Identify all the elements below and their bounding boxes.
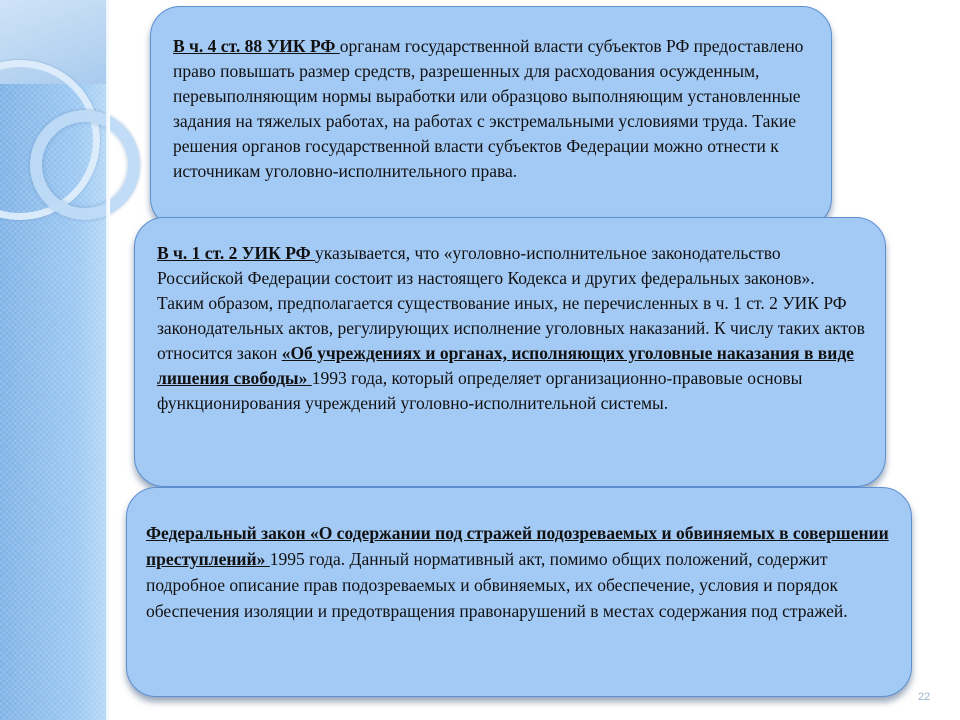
law-title: Федеральный закон «О содержании под стражей подозреваемых и обвиняемых в совершении преступлений» [146,523,889,569]
card-body-text: 1995 года. Данный нормативный акт, помимо общих положений, содержит подробное описание прав подозреваемых и обвиняемых, их обеспечение, условия и порядок обеспечения изоляции и предотвращения правонарушений в местах содержания под стражей. [146,549,848,621]
text-card-uik-art2 [134,217,886,487]
text-card-uik-art88 [150,6,832,228]
card-body-text-continued: 1993 года, который определяет организационно-правовые основы функционирования учреждений уголовно-исполнительной системы. [157,368,803,413]
article-reference: В ч. 1 ст. 2 УИК РФ [157,243,316,263]
card-body-text: указывается, что «уголовно-исполнительное законодательство Российской Федерации состоит из настоящего Кодекса и других федеральных законов». Таким образом, предполагается существование иных, не перечисленных в ч. 1 ст. 2 УИК РФ законодательных актов, регулирующих исполнение уголовных наказаний. К числу таких актов относится закон [157,243,865,363]
card-body-text: органам государственной власти субъектов РФ предоставлено право повышать размер средств, разрешенных для расходования осужденным, перевыполняющим нормы выработки или образцово выполняющим установленные задания на тяжелых работах, на работах с экстремальными условиями труда. Такие решения органов государственной власти субъектов Федерации можно отнести к источникам уголовно-исполнительного права. [173,36,804,181]
decorative-side-band [0,0,110,720]
decorative-ring-small [30,110,140,220]
band-edge-highlight [106,0,110,720]
law-title: «Об учреждениях и органах, исполняющих уголовные наказания в виде лишения свободы» [157,343,854,388]
slide-page-number: 22 [918,691,931,703]
text-card-federal-law-1995 [126,487,912,697]
article-reference: В ч. 4 ст. 88 УИК РФ [173,36,340,56]
